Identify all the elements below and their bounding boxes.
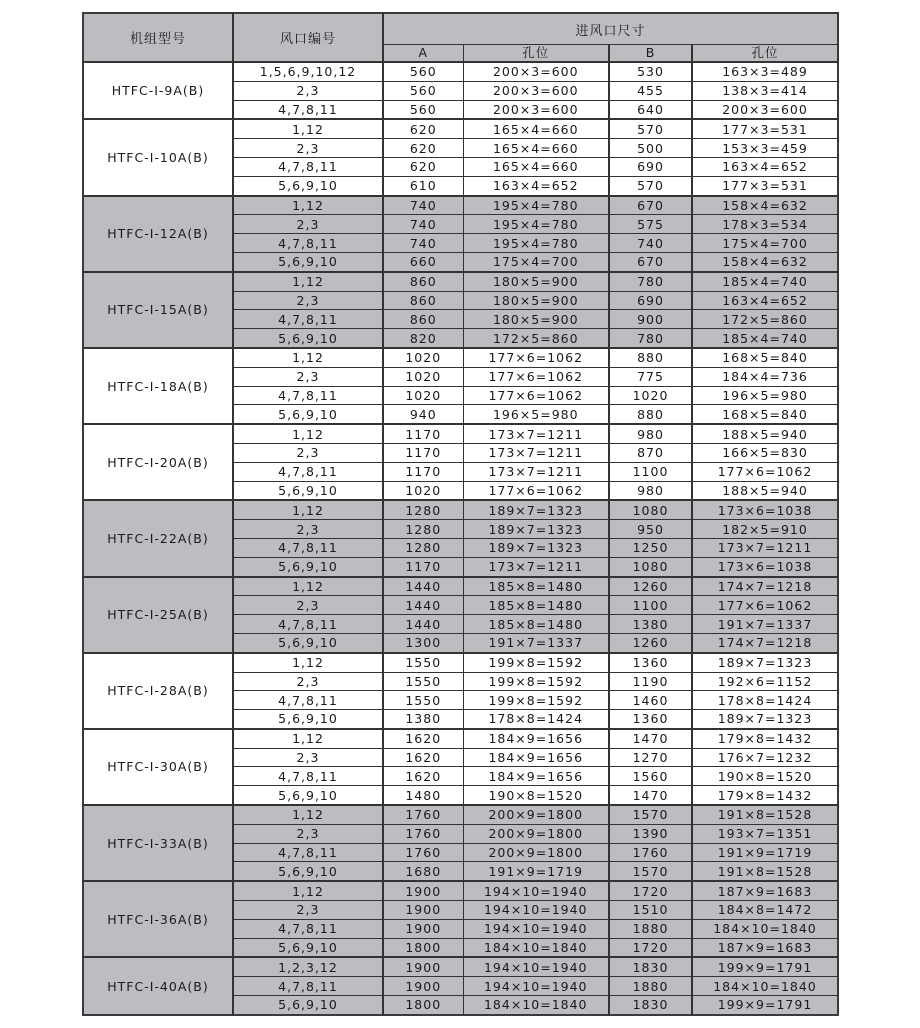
dimension-a-cell: 1280 xyxy=(383,538,463,557)
hole-b-cell: 177×6=1062 xyxy=(692,462,838,481)
dimension-a-cell: 860 xyxy=(383,291,463,310)
hole-a-cell: 200×9=1800 xyxy=(463,805,609,824)
hole-a-cell: 172×5=860 xyxy=(463,329,609,348)
table-header xyxy=(83,13,838,62)
dimension-a-cell: 820 xyxy=(383,329,463,348)
port-number-cell: 1,12 xyxy=(233,577,383,596)
port-number-cell: 1,12 xyxy=(233,881,383,900)
hole-b-cell: 192×6=1152 xyxy=(692,672,838,691)
hole-a-cell: 173×7=1211 xyxy=(463,443,609,462)
model-group xyxy=(83,272,838,348)
model-cell: HTFC-I-22A(B) xyxy=(83,500,233,576)
hole-b-cell: 191×8=1528 xyxy=(692,805,838,824)
dimension-b-cell: 980 xyxy=(609,424,692,443)
dimension-b-cell: 575 xyxy=(609,215,692,234)
header-model: 机组型号 xyxy=(83,13,233,62)
dimension-b-cell: 1470 xyxy=(609,729,692,748)
dimension-a-cell: 1620 xyxy=(383,729,463,748)
hole-a-cell: 200×3=600 xyxy=(463,100,609,119)
dimension-b-cell: 880 xyxy=(609,348,692,367)
dimension-a-cell: 560 xyxy=(383,81,463,100)
port-number-cell: 5,6,9,10 xyxy=(233,329,383,348)
hole-b-cell: 163×4=652 xyxy=(692,291,838,310)
dimension-b-cell: 1100 xyxy=(609,596,692,615)
port-number-cell: 2,3 xyxy=(233,596,383,615)
dimension-b-cell: 780 xyxy=(609,329,692,348)
port-number-cell: 5,6,9,10 xyxy=(233,786,383,805)
port-number-cell: 2,3 xyxy=(233,901,383,920)
hole-b-cell: 184×8=1472 xyxy=(692,901,838,920)
dimension-b-cell: 980 xyxy=(609,481,692,500)
dimension-a-cell: 860 xyxy=(383,272,463,291)
dimension-b-cell: 775 xyxy=(609,367,692,386)
dimension-b-cell: 1190 xyxy=(609,672,692,691)
hole-a-cell: 196×5=980 xyxy=(463,405,609,424)
hole-b-cell: 176×7=1232 xyxy=(692,748,838,767)
hole-a-cell: 200×9=1800 xyxy=(463,824,609,843)
dimension-a-cell: 660 xyxy=(383,252,463,271)
dimension-b-cell: 1250 xyxy=(609,538,692,557)
hole-a-cell: 184×9=1656 xyxy=(463,729,609,748)
header-inlet-size: 进风口尺寸 xyxy=(383,13,838,45)
model-group xyxy=(83,881,838,957)
table-row xyxy=(83,119,838,138)
hole-b-cell: 166×5=830 xyxy=(692,443,838,462)
dimension-a-cell: 1900 xyxy=(383,977,463,996)
dimension-a-cell: 1440 xyxy=(383,577,463,596)
dimension-b-cell: 690 xyxy=(609,157,692,176)
port-number-cell: 2,3 xyxy=(233,520,383,539)
hole-b-cell: 173×6=1038 xyxy=(692,557,838,576)
hole-b-cell: 178×3=534 xyxy=(692,215,838,234)
port-number-cell: 5,6,9,10 xyxy=(233,938,383,957)
hole-a-cell: 178×8=1424 xyxy=(463,710,609,729)
dimension-b-cell: 1360 xyxy=(609,653,692,672)
dimension-a-cell: 1900 xyxy=(383,957,463,976)
dimension-b-cell: 1390 xyxy=(609,824,692,843)
hole-a-cell: 173×7=1211 xyxy=(463,462,609,481)
dimension-a-cell: 1170 xyxy=(383,443,463,462)
dimension-b-cell: 570 xyxy=(609,176,692,195)
dimension-b-cell: 1720 xyxy=(609,938,692,957)
dimension-b-cell: 1570 xyxy=(609,862,692,881)
port-number-cell: 2,3 xyxy=(233,215,383,234)
hole-a-cell: 190×8=1520 xyxy=(463,786,609,805)
port-number-cell: 4,7,8,11 xyxy=(233,234,383,253)
hole-b-cell: 174×7=1218 xyxy=(692,633,838,652)
dimension-b-cell: 1460 xyxy=(609,691,692,710)
hole-b-cell: 182×5=910 xyxy=(692,520,838,539)
port-number-cell: 5,6,9,10 xyxy=(233,405,383,424)
table-row xyxy=(83,348,838,367)
model-group xyxy=(83,348,838,424)
dimension-a-cell: 1760 xyxy=(383,824,463,843)
dimension-a-cell: 1280 xyxy=(383,500,463,519)
port-number-cell: 4,7,8,11 xyxy=(233,843,383,862)
model-group xyxy=(83,577,838,653)
dimension-b-cell: 1080 xyxy=(609,557,692,576)
hole-a-cell: 185×8=1480 xyxy=(463,596,609,615)
dimension-b-cell: 1360 xyxy=(609,710,692,729)
dimension-b-cell: 1760 xyxy=(609,843,692,862)
hole-a-cell: 184×9=1656 xyxy=(463,767,609,786)
port-number-cell: 4,7,8,11 xyxy=(233,691,383,710)
hole-a-cell: 177×6=1062 xyxy=(463,386,609,405)
hole-b-cell: 158×4=632 xyxy=(692,196,838,215)
inlet-size-spec-table xyxy=(82,12,839,1016)
hole-a-cell: 180×5=900 xyxy=(463,310,609,329)
dimension-b-cell: 780 xyxy=(609,272,692,291)
dimension-a-cell: 940 xyxy=(383,405,463,424)
dimension-a-cell: 740 xyxy=(383,234,463,253)
hole-a-cell: 194×10=1940 xyxy=(463,977,609,996)
port-number-cell: 2,3 xyxy=(233,748,383,767)
hole-b-cell: 153×3=459 xyxy=(692,139,838,158)
header-hole-a: 孔位 xyxy=(463,45,609,63)
hole-b-cell: 163×4=652 xyxy=(692,157,838,176)
port-number-cell: 2,3 xyxy=(233,291,383,310)
port-number-cell: 1,12 xyxy=(233,272,383,291)
model-cell: HTFC-I-9A(B) xyxy=(83,62,233,119)
dimension-b-cell: 900 xyxy=(609,310,692,329)
dimension-b-cell: 1570 xyxy=(609,805,692,824)
dimension-a-cell: 1550 xyxy=(383,691,463,710)
hole-a-cell: 199×8=1592 xyxy=(463,691,609,710)
dimension-a-cell: 1760 xyxy=(383,805,463,824)
dimension-a-cell: 1280 xyxy=(383,520,463,539)
dimension-a-cell: 1620 xyxy=(383,748,463,767)
dimension-a-cell: 1440 xyxy=(383,596,463,615)
header-b: B xyxy=(609,45,692,63)
hole-a-cell: 200×3=600 xyxy=(463,62,609,81)
hole-a-cell: 173×7=1211 xyxy=(463,424,609,443)
table-row xyxy=(83,881,838,900)
dimension-a-cell: 1170 xyxy=(383,424,463,443)
hole-b-cell: 188×5=940 xyxy=(692,481,838,500)
dimension-b-cell: 1880 xyxy=(609,977,692,996)
dimension-a-cell: 1800 xyxy=(383,938,463,957)
hole-a-cell: 194×10=1940 xyxy=(463,901,609,920)
port-number-cell: 2,3 xyxy=(233,139,383,158)
hole-a-cell: 195×4=780 xyxy=(463,196,609,215)
dimension-b-cell: 500 xyxy=(609,139,692,158)
hole-b-cell: 190×8=1520 xyxy=(692,767,838,786)
hole-b-cell: 173×7=1211 xyxy=(692,538,838,557)
model-group xyxy=(83,729,838,805)
table-row xyxy=(83,62,838,81)
hole-b-cell: 191×7=1337 xyxy=(692,615,838,634)
dimension-b-cell: 1270 xyxy=(609,748,692,767)
dimension-b-cell: 1560 xyxy=(609,767,692,786)
model-cell: HTFC-I-30A(B) xyxy=(83,729,233,805)
hole-a-cell: 177×6=1062 xyxy=(463,367,609,386)
dimension-b-cell: 1510 xyxy=(609,901,692,920)
dimension-b-cell: 1380 xyxy=(609,615,692,634)
port-number-cell: 4,7,8,11 xyxy=(233,977,383,996)
model-cell: HTFC-I-33A(B) xyxy=(83,805,233,881)
hole-b-cell: 199×9=1791 xyxy=(692,957,838,976)
port-number-cell: 4,7,8,11 xyxy=(233,157,383,176)
model-cell: HTFC-I-20A(B) xyxy=(83,424,233,500)
dimension-a-cell: 860 xyxy=(383,310,463,329)
port-number-cell: 1,12 xyxy=(233,196,383,215)
hole-a-cell: 185×8=1480 xyxy=(463,615,609,634)
hole-a-cell: 199×8=1592 xyxy=(463,672,609,691)
dimension-b-cell: 1020 xyxy=(609,386,692,405)
hole-a-cell: 173×7=1211 xyxy=(463,557,609,576)
port-number-cell: 4,7,8,11 xyxy=(233,310,383,329)
hole-b-cell: 184×4=736 xyxy=(692,367,838,386)
model-group xyxy=(83,62,838,119)
dimension-b-cell: 1470 xyxy=(609,786,692,805)
header-port-number: 风口编号 xyxy=(233,13,383,62)
hole-b-cell: 158×4=632 xyxy=(692,252,838,271)
hole-b-cell: 177×3=531 xyxy=(692,176,838,195)
port-number-cell: 2,3 xyxy=(233,443,383,462)
port-number-cell: 2,3 xyxy=(233,367,383,386)
dimension-a-cell: 1900 xyxy=(383,881,463,900)
dimension-a-cell: 610 xyxy=(383,176,463,195)
hole-b-cell: 138×3=414 xyxy=(692,81,838,100)
dimension-a-cell: 1550 xyxy=(383,672,463,691)
port-number-cell: 2,3 xyxy=(233,672,383,691)
hole-a-cell: 180×5=900 xyxy=(463,291,609,310)
dimension-b-cell: 880 xyxy=(609,405,692,424)
dimension-b-cell: 1880 xyxy=(609,919,692,938)
port-number-cell: 1,2,3,12 xyxy=(233,957,383,976)
dimension-a-cell: 560 xyxy=(383,62,463,81)
model-cell: HTFC-I-15A(B) xyxy=(83,272,233,348)
hole-b-cell: 173×6=1038 xyxy=(692,500,838,519)
dimension-a-cell: 620 xyxy=(383,119,463,138)
hole-b-cell: 184×10=1840 xyxy=(692,977,838,996)
hole-b-cell: 168×5=840 xyxy=(692,405,838,424)
dimension-a-cell: 1380 xyxy=(383,710,463,729)
port-number-cell: 1,12 xyxy=(233,729,383,748)
header-hole-b: 孔位 xyxy=(692,45,838,63)
table-row xyxy=(83,957,838,976)
dimension-a-cell: 1020 xyxy=(383,481,463,500)
hole-b-cell: 184×10=1840 xyxy=(692,919,838,938)
port-number-cell: 5,6,9,10 xyxy=(233,481,383,500)
hole-b-cell: 178×8=1424 xyxy=(692,691,838,710)
hole-b-cell: 191×9=1719 xyxy=(692,843,838,862)
model-cell: HTFC-I-18A(B) xyxy=(83,348,233,424)
table-row xyxy=(83,729,838,748)
hole-a-cell: 163×4=652 xyxy=(463,176,609,195)
hole-b-cell: 177×3=531 xyxy=(692,119,838,138)
dimension-a-cell: 560 xyxy=(383,100,463,119)
dimension-a-cell: 1620 xyxy=(383,767,463,786)
port-number-cell: 4,7,8,11 xyxy=(233,100,383,119)
hole-a-cell: 184×10=1840 xyxy=(463,996,609,1015)
dimension-a-cell: 620 xyxy=(383,157,463,176)
hole-a-cell: 189×7=1323 xyxy=(463,500,609,519)
hole-a-cell: 165×4=660 xyxy=(463,119,609,138)
port-number-cell: 5,6,9,10 xyxy=(233,633,383,652)
hole-b-cell: 174×7=1218 xyxy=(692,577,838,596)
hole-b-cell: 196×5=980 xyxy=(692,386,838,405)
model-group xyxy=(83,653,838,729)
dimension-b-cell: 870 xyxy=(609,443,692,462)
dimension-b-cell: 1830 xyxy=(609,996,692,1015)
hole-b-cell: 199×9=1791 xyxy=(692,996,838,1015)
hole-a-cell: 200×3=600 xyxy=(463,81,609,100)
hole-b-cell: 200×3=600 xyxy=(692,100,838,119)
hole-a-cell: 191×7=1337 xyxy=(463,633,609,652)
dimension-b-cell: 1100 xyxy=(609,462,692,481)
model-cell: HTFC-I-10A(B) xyxy=(83,119,233,195)
port-number-cell: 2,3 xyxy=(233,81,383,100)
port-number-cell: 2,3 xyxy=(233,824,383,843)
hole-b-cell: 185×4=740 xyxy=(692,329,838,348)
hole-a-cell: 175×4=700 xyxy=(463,252,609,271)
hole-b-cell: 189×7=1323 xyxy=(692,710,838,729)
dimension-a-cell: 1680 xyxy=(383,862,463,881)
dimension-b-cell: 670 xyxy=(609,196,692,215)
dimension-b-cell: 530 xyxy=(609,62,692,81)
port-number-cell: 4,7,8,11 xyxy=(233,919,383,938)
port-number-cell: 1,5,6,9,10,12 xyxy=(233,62,383,81)
hole-a-cell: 194×10=1940 xyxy=(463,919,609,938)
hole-b-cell: 168×5=840 xyxy=(692,348,838,367)
hole-b-cell: 179×8=1432 xyxy=(692,729,838,748)
port-number-cell: 1,12 xyxy=(233,805,383,824)
port-number-cell: 5,6,9,10 xyxy=(233,252,383,271)
hole-a-cell: 191×9=1719 xyxy=(463,862,609,881)
dimension-b-cell: 1830 xyxy=(609,957,692,976)
table-row xyxy=(83,805,838,824)
model-cell: HTFC-I-40A(B) xyxy=(83,957,233,1014)
hole-b-cell: 187×9=1683 xyxy=(692,881,838,900)
port-number-cell: 4,7,8,11 xyxy=(233,538,383,557)
table-row xyxy=(83,653,838,672)
port-number-cell: 1,12 xyxy=(233,424,383,443)
dimension-a-cell: 1550 xyxy=(383,653,463,672)
port-number-cell: 5,6,9,10 xyxy=(233,557,383,576)
table-row xyxy=(83,272,838,291)
dimension-b-cell: 670 xyxy=(609,252,692,271)
header-a: A xyxy=(383,45,463,63)
hole-b-cell: 185×4=740 xyxy=(692,272,838,291)
model-group xyxy=(83,196,838,272)
hole-a-cell: 185×8=1480 xyxy=(463,577,609,596)
hole-a-cell: 177×6=1062 xyxy=(463,481,609,500)
hole-b-cell: 179×8=1432 xyxy=(692,786,838,805)
dimension-a-cell: 1760 xyxy=(383,843,463,862)
hole-a-cell: 165×4=660 xyxy=(463,157,609,176)
dimension-a-cell: 620 xyxy=(383,139,463,158)
hole-a-cell: 195×4=780 xyxy=(463,234,609,253)
port-number-cell: 1,12 xyxy=(233,348,383,367)
hole-a-cell: 177×6=1062 xyxy=(463,348,609,367)
port-number-cell: 5,6,9,10 xyxy=(233,862,383,881)
hole-b-cell: 172×5=860 xyxy=(692,310,838,329)
model-cell: HTFC-I-28A(B) xyxy=(83,653,233,729)
model-group xyxy=(83,500,838,576)
dimension-b-cell: 1260 xyxy=(609,577,692,596)
port-number-cell: 1,12 xyxy=(233,119,383,138)
hole-a-cell: 184×9=1656 xyxy=(463,748,609,767)
hole-b-cell: 189×7=1323 xyxy=(692,653,838,672)
hole-b-cell: 177×6=1062 xyxy=(692,596,838,615)
dimension-a-cell: 1900 xyxy=(383,919,463,938)
hole-a-cell: 189×7=1323 xyxy=(463,538,609,557)
table-row xyxy=(83,500,838,519)
port-number-cell: 4,7,8,11 xyxy=(233,615,383,634)
dimension-b-cell: 1080 xyxy=(609,500,692,519)
port-number-cell: 5,6,9,10 xyxy=(233,710,383,729)
table-row xyxy=(83,424,838,443)
hole-a-cell: 165×4=660 xyxy=(463,139,609,158)
dimension-a-cell: 1900 xyxy=(383,901,463,920)
dimension-a-cell: 1170 xyxy=(383,557,463,576)
dimension-b-cell: 950 xyxy=(609,520,692,539)
hole-a-cell: 180×5=900 xyxy=(463,272,609,291)
hole-b-cell: 163×3=489 xyxy=(692,62,838,81)
model-group xyxy=(83,424,838,500)
hole-b-cell: 188×5=940 xyxy=(692,424,838,443)
model-group xyxy=(83,957,838,1014)
port-number-cell: 5,6,9,10 xyxy=(233,176,383,195)
model-group xyxy=(83,119,838,195)
table-row xyxy=(83,196,838,215)
dimension-a-cell: 1020 xyxy=(383,348,463,367)
model-cell: HTFC-I-12A(B) xyxy=(83,196,233,272)
port-number-cell: 4,7,8,11 xyxy=(233,767,383,786)
model-cell: HTFC-I-36A(B) xyxy=(83,881,233,957)
hole-a-cell: 194×10=1940 xyxy=(463,957,609,976)
dimension-b-cell: 690 xyxy=(609,291,692,310)
port-number-cell: 4,7,8,11 xyxy=(233,386,383,405)
hole-a-cell: 200×9=1800 xyxy=(463,843,609,862)
dimension-a-cell: 1020 xyxy=(383,386,463,405)
dimension-a-cell: 1480 xyxy=(383,786,463,805)
dimension-a-cell: 1170 xyxy=(383,462,463,481)
hole-a-cell: 194×10=1940 xyxy=(463,881,609,900)
dimension-a-cell: 1800 xyxy=(383,996,463,1015)
port-number-cell: 5,6,9,10 xyxy=(233,996,383,1015)
dimension-b-cell: 1260 xyxy=(609,633,692,652)
model-group xyxy=(83,805,838,881)
hole-a-cell: 199×8=1592 xyxy=(463,653,609,672)
port-number-cell: 4,7,8,11 xyxy=(233,462,383,481)
hole-a-cell: 189×7=1323 xyxy=(463,520,609,539)
hole-b-cell: 175×4=700 xyxy=(692,234,838,253)
port-number-cell: 1,12 xyxy=(233,500,383,519)
model-cell: HTFC-I-25A(B) xyxy=(83,577,233,653)
dimension-a-cell: 740 xyxy=(383,196,463,215)
hole-b-cell: 193×7=1351 xyxy=(692,824,838,843)
dimension-a-cell: 1300 xyxy=(383,633,463,652)
hole-a-cell: 184×10=1840 xyxy=(463,938,609,957)
dimension-a-cell: 1020 xyxy=(383,367,463,386)
dimension-b-cell: 455 xyxy=(609,81,692,100)
port-number-cell: 1,12 xyxy=(233,653,383,672)
dimension-b-cell: 640 xyxy=(609,100,692,119)
hole-b-cell: 187×9=1683 xyxy=(692,938,838,957)
dimension-b-cell: 570 xyxy=(609,119,692,138)
hole-b-cell: 191×8=1528 xyxy=(692,862,838,881)
dimension-b-cell: 1720 xyxy=(609,881,692,900)
header-row-top xyxy=(83,13,838,45)
table-row xyxy=(83,577,838,596)
dimension-b-cell: 740 xyxy=(609,234,692,253)
hole-a-cell: 195×4=780 xyxy=(463,215,609,234)
dimension-a-cell: 740 xyxy=(383,215,463,234)
dimension-a-cell: 1440 xyxy=(383,615,463,634)
